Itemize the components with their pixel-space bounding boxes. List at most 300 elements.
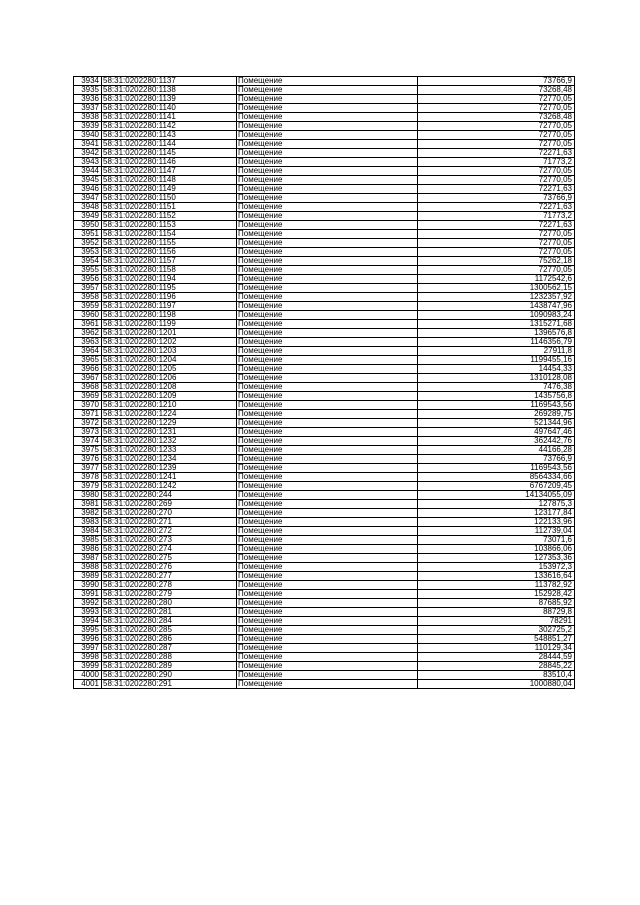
table-row (74, 248, 575, 257)
table-row (74, 113, 575, 122)
cadastral-number-cell: 58:31:0202280:1234 (102, 455, 237, 464)
cadastral-number-cell: 58:31:0202280:1202 (102, 338, 237, 347)
cadastral-number-cell: 58:31:0202280:244 (102, 491, 237, 500)
object-type-cell: Помещение (237, 662, 418, 671)
cadastral-value-cell: 28444,59 (418, 653, 575, 662)
row-number-cell: 3969 (74, 392, 102, 401)
object-type-cell: Помещение (237, 383, 418, 392)
cadastral-value-cell: 110129,34 (418, 644, 575, 653)
cadastral-number-cell: 58:31:0202280:1241 (102, 473, 237, 482)
table-row (74, 545, 575, 554)
cadastral-value-cell: 71773,2 (418, 212, 575, 221)
table-row (74, 356, 575, 365)
cadastral-number-cell: 58:31:0202280:1137 (102, 77, 237, 86)
table-row (74, 563, 575, 572)
cadastral-value-cell: 1435756,8 (418, 392, 575, 401)
object-type-cell: Помещение (237, 320, 418, 329)
cadastral-value-cell: 83510,4 (418, 671, 575, 680)
object-type-cell: Помещение (237, 275, 418, 284)
cadastral-value-cell: 6767209,45 (418, 482, 575, 491)
row-number-cell: 3984 (74, 527, 102, 536)
table-row (74, 131, 575, 140)
object-type-cell: Помещение (237, 329, 418, 338)
cadastral-number-cell: 58:31:0202280:287 (102, 644, 237, 653)
table-row (74, 554, 575, 563)
cadastral-value-cell: 1090983,24 (418, 311, 575, 320)
row-number-cell: 3937 (74, 104, 102, 113)
table-row (74, 662, 575, 671)
row-number-cell: 3975 (74, 446, 102, 455)
table-row (74, 599, 575, 608)
row-number-cell: 4000 (74, 671, 102, 680)
cadastral-value-cell: 28845,22 (418, 662, 575, 671)
object-type-cell: Помещение (237, 437, 418, 446)
row-number-cell: 3952 (74, 239, 102, 248)
cadastral-number-cell: 58:31:0202280:1204 (102, 356, 237, 365)
table-row (74, 419, 575, 428)
object-type-cell: Помещение (237, 284, 418, 293)
row-number-cell: 3949 (74, 212, 102, 221)
cadastral-number-cell: 58:31:0202280:1208 (102, 383, 237, 392)
table-row (74, 212, 575, 221)
row-number-cell: 3936 (74, 95, 102, 104)
table-row (74, 185, 575, 194)
table-row (74, 275, 575, 284)
table-row (74, 428, 575, 437)
cadastral-number-cell: 58:31:0202280:1151 (102, 203, 237, 212)
cadastral-value-cell: 1146356,79 (418, 338, 575, 347)
object-type-cell: Помещение (237, 473, 418, 482)
cadastral-value-cell: 72770,05 (418, 167, 575, 176)
cadastral-number-cell: 58:31:0202280:1233 (102, 446, 237, 455)
cadastral-number-cell: 58:31:0202280:271 (102, 518, 237, 527)
row-number-cell: 3968 (74, 383, 102, 392)
cadastral-number-cell: 58:31:0202280:1199 (102, 320, 237, 329)
object-type-cell: Помещение (237, 509, 418, 518)
cadastral-value-cell: 72770,05 (418, 122, 575, 131)
table-row (74, 374, 575, 383)
row-number-cell: 3993 (74, 608, 102, 617)
row-number-cell: 3954 (74, 257, 102, 266)
row-number-cell: 3966 (74, 365, 102, 374)
cadastral-value-cell: 133616,64 (418, 572, 575, 581)
row-number-cell: 3942 (74, 149, 102, 158)
table-row (74, 392, 575, 401)
cadastral-value-cell: 122133,96 (418, 518, 575, 527)
object-type-cell: Помещение (237, 230, 418, 239)
table-row (74, 536, 575, 545)
object-type-cell: Помещение (237, 482, 418, 491)
object-type-cell: Помещение (237, 680, 418, 689)
table-row (74, 329, 575, 338)
cadastral-number-cell: 58:31:0202280:1142 (102, 122, 237, 131)
cadastral-number-cell: 58:31:0202280:1205 (102, 365, 237, 374)
cadastral-number-cell: 58:31:0202280:1201 (102, 329, 237, 338)
cadastral-value-cell: 302725,2 (418, 626, 575, 635)
cadastral-number-cell: 58:31:0202280:1198 (102, 311, 237, 320)
table-row (74, 455, 575, 464)
cadastral-number-cell: 58:31:0202280:1158 (102, 266, 237, 275)
cadastral-number-cell: 58:31:0202280:1139 (102, 95, 237, 104)
object-type-cell: Помещение (237, 212, 418, 221)
object-type-cell: Помещение (237, 167, 418, 176)
row-number-cell: 3974 (74, 437, 102, 446)
cadastral-number-cell: 58:31:0202280:272 (102, 527, 237, 536)
object-type-cell: Помещение (237, 194, 418, 203)
object-type-cell: Помещение (237, 491, 418, 500)
object-type-cell: Помещение (237, 617, 418, 626)
row-number-cell: 3944 (74, 167, 102, 176)
row-number-cell: 3991 (74, 590, 102, 599)
object-type-cell: Помещение (237, 311, 418, 320)
object-type-cell: Помещение (237, 140, 418, 149)
cadastral-value-cell: 497647,46 (418, 428, 575, 437)
row-number-cell: 3956 (74, 275, 102, 284)
object-type-cell: Помещение (237, 113, 418, 122)
row-number-cell: 3997 (74, 644, 102, 653)
cadastral-value-cell: 72770,05 (418, 248, 575, 257)
cadastral-number-cell: 58:31:0202280:1157 (102, 257, 237, 266)
row-number-cell: 3938 (74, 113, 102, 122)
cadastral-number-cell: 58:31:0202280:275 (102, 554, 237, 563)
table-row (74, 284, 575, 293)
row-number-cell: 3934 (74, 77, 102, 86)
cadastral-value-cell: 362442,76 (418, 437, 575, 446)
cadastral-value-cell: 72770,05 (418, 131, 575, 140)
object-type-cell: Помещение (237, 500, 418, 509)
cadastral-value-cell: 1300562,15 (418, 284, 575, 293)
cadastral-value-cell: 1169543,56 (418, 401, 575, 410)
object-type-cell: Помещение (237, 599, 418, 608)
cadastral-value-cell: 7476,38 (418, 383, 575, 392)
cadastral-number-cell: 58:31:0202280:285 (102, 626, 237, 635)
cadastral-number-cell: 58:31:0202280:1197 (102, 302, 237, 311)
object-type-cell: Помещение (237, 185, 418, 194)
cadastral-number-cell: 58:31:0202280:288 (102, 653, 237, 662)
object-type-cell: Помещение (237, 104, 418, 113)
object-type-cell: Помещение (237, 527, 418, 536)
table-row (74, 581, 575, 590)
row-number-cell: 3953 (74, 248, 102, 257)
table-row (74, 473, 575, 482)
cadastral-number-cell: 58:31:0202280:279 (102, 590, 237, 599)
row-number-cell: 3998 (74, 653, 102, 662)
table-row (74, 257, 575, 266)
object-type-cell: Помещение (237, 131, 418, 140)
row-number-cell: 3960 (74, 311, 102, 320)
object-type-cell: Помещение (237, 203, 418, 212)
row-number-cell: 3945 (74, 176, 102, 185)
table-row (74, 590, 575, 599)
cadastral-value-cell: 1396576,8 (418, 329, 575, 338)
cadastral-value-table (73, 76, 575, 689)
cadastral-number-cell: 58:31:0202280:1146 (102, 158, 237, 167)
row-number-cell: 3964 (74, 347, 102, 356)
cadastral-value-cell: 152928,42 (418, 590, 575, 599)
cadastral-value-cell: 73766,9 (418, 77, 575, 86)
cadastral-value-cell: 1438747,96 (418, 302, 575, 311)
table-row (74, 140, 575, 149)
object-type-cell: Помещение (237, 257, 418, 266)
cadastral-value-cell: 27911,8 (418, 347, 575, 356)
cadastral-value-cell: 127875,3 (418, 500, 575, 509)
row-number-cell: 3961 (74, 320, 102, 329)
row-number-cell: 3939 (74, 122, 102, 131)
row-number-cell: 3970 (74, 401, 102, 410)
object-type-cell: Помещение (237, 464, 418, 473)
object-type-cell: Помещение (237, 653, 418, 662)
object-type-cell: Помещение (237, 626, 418, 635)
table-row (74, 527, 575, 536)
cadastral-number-cell: 58:31:0202280:1206 (102, 374, 237, 383)
table-row (74, 482, 575, 491)
object-type-cell: Помещение (237, 293, 418, 302)
row-number-cell: 3989 (74, 572, 102, 581)
cadastral-value-cell: 8564334,66 (418, 473, 575, 482)
row-number-cell: 3972 (74, 419, 102, 428)
cadastral-value-cell: 88729,8 (418, 608, 575, 617)
row-number-cell: 3940 (74, 131, 102, 140)
cadastral-number-cell: 58:31:0202280:1153 (102, 221, 237, 230)
cadastral-value-cell: 269289,75 (418, 410, 575, 419)
cadastral-value-cell: 14454,33 (418, 365, 575, 374)
cadastral-number-cell: 58:31:0202280:1148 (102, 176, 237, 185)
table-row (74, 320, 575, 329)
row-number-cell: 3941 (74, 140, 102, 149)
cadastral-value-cell: 72770,05 (418, 266, 575, 275)
row-number-cell: 3958 (74, 293, 102, 302)
cadastral-value-cell: 127353,36 (418, 554, 575, 563)
table-row (74, 104, 575, 113)
cadastral-value-cell: 1199455,16 (418, 356, 575, 365)
object-type-cell: Помещение (237, 446, 418, 455)
cadastral-number-cell: 58:31:0202280:1203 (102, 347, 237, 356)
row-number-cell: 3946 (74, 185, 102, 194)
table-row (74, 572, 575, 581)
row-number-cell: 3973 (74, 428, 102, 437)
cadastral-value-cell: 75262,18 (418, 257, 575, 266)
row-number-cell: 3992 (74, 599, 102, 608)
cadastral-number-cell: 58:31:0202280:290 (102, 671, 237, 680)
table-row (74, 653, 575, 662)
row-number-cell: 3976 (74, 455, 102, 464)
row-number-cell: 3943 (74, 158, 102, 167)
cadastral-number-cell: 58:31:0202280:278 (102, 581, 237, 590)
table-row (74, 608, 575, 617)
object-type-cell: Помещение (237, 239, 418, 248)
cadastral-number-cell: 58:31:0202280:1152 (102, 212, 237, 221)
cadastral-value-cell: 72770,05 (418, 176, 575, 185)
cadastral-number-cell: 58:31:0202280:280 (102, 599, 237, 608)
cadastral-number-cell: 58:31:0202280:274 (102, 545, 237, 554)
table-row (74, 617, 575, 626)
table-row (74, 77, 575, 86)
object-type-cell: Помещение (237, 518, 418, 527)
row-number-cell: 3996 (74, 635, 102, 644)
row-number-cell: 3957 (74, 284, 102, 293)
cadastral-value-cell: 72770,05 (418, 104, 575, 113)
object-type-cell: Помещение (237, 86, 418, 95)
table-row (74, 347, 575, 356)
row-number-cell: 3982 (74, 509, 102, 518)
cadastral-number-cell: 58:31:0202280:1224 (102, 410, 237, 419)
cadastral-value-cell: 73268,48 (418, 113, 575, 122)
object-type-cell: Помещение (237, 572, 418, 581)
cadastral-number-cell: 58:31:0202280:1209 (102, 392, 237, 401)
object-type-cell: Помещение (237, 374, 418, 383)
object-type-cell: Помещение (237, 95, 418, 104)
table-row (74, 671, 575, 680)
object-type-cell: Помещение (237, 149, 418, 158)
row-number-cell: 3965 (74, 356, 102, 365)
row-number-cell: 3986 (74, 545, 102, 554)
object-type-cell: Помещение (237, 554, 418, 563)
table-row (74, 680, 575, 689)
object-type-cell: Помещение (237, 302, 418, 311)
row-number-cell: 3962 (74, 329, 102, 338)
table-row (74, 464, 575, 473)
cadastral-value-cell: 112739,04 (418, 527, 575, 536)
object-type-cell: Помещение (237, 545, 418, 554)
cadastral-number-cell: 58:31:0202280:1141 (102, 113, 237, 122)
row-number-cell: 3999 (74, 662, 102, 671)
table-body (74, 77, 575, 689)
table-row (74, 383, 575, 392)
object-type-cell: Помещение (237, 221, 418, 230)
row-number-cell: 4001 (74, 680, 102, 689)
table-row (74, 194, 575, 203)
cadastral-number-cell: 58:31:0202280:1140 (102, 104, 237, 113)
table-row (74, 203, 575, 212)
row-number-cell: 3994 (74, 617, 102, 626)
cadastral-number-cell: 58:31:0202280:1156 (102, 248, 237, 257)
object-type-cell: Помещение (237, 590, 418, 599)
cadastral-value-cell: 72770,05 (418, 140, 575, 149)
cadastral-value-cell: 14134055,09 (418, 491, 575, 500)
cadastral-value-cell: 1232357,92 (418, 293, 575, 302)
cadastral-number-cell: 58:31:0202280:1138 (102, 86, 237, 95)
cadastral-value-cell: 44166,28 (418, 446, 575, 455)
row-number-cell: 3963 (74, 338, 102, 347)
row-number-cell: 3967 (74, 374, 102, 383)
object-type-cell: Помещение (237, 248, 418, 257)
row-number-cell: 3978 (74, 473, 102, 482)
cadastral-value-cell: 548851,27 (418, 635, 575, 644)
table-row (74, 626, 575, 635)
row-number-cell: 3979 (74, 482, 102, 491)
object-type-cell: Помещение (237, 581, 418, 590)
cadastral-number-cell: 58:31:0202280:277 (102, 572, 237, 581)
row-number-cell: 3947 (74, 194, 102, 203)
cadastral-value-cell: 103866,06 (418, 545, 575, 554)
row-number-cell: 3951 (74, 230, 102, 239)
row-number-cell: 3983 (74, 518, 102, 527)
object-type-cell: Помещение (237, 158, 418, 167)
table-row (74, 338, 575, 347)
object-type-cell: Помещение (237, 392, 418, 401)
row-number-cell: 3980 (74, 491, 102, 500)
table-row (74, 158, 575, 167)
cadastral-number-cell: 58:31:0202280:1196 (102, 293, 237, 302)
row-number-cell: 3971 (74, 410, 102, 419)
cadastral-number-cell: 58:31:0202280:291 (102, 680, 237, 689)
object-type-cell: Помещение (237, 608, 418, 617)
cadastral-value-cell: 72770,05 (418, 239, 575, 248)
table-row (74, 410, 575, 419)
cadastral-number-cell: 58:31:0202280:1195 (102, 284, 237, 293)
object-type-cell: Помещение (237, 122, 418, 131)
cadastral-value-cell: 72271,63 (418, 149, 575, 158)
table-row (74, 230, 575, 239)
cadastral-value-cell: 1172542,6 (418, 275, 575, 284)
cadastral-number-cell: 58:31:0202280:286 (102, 635, 237, 644)
row-number-cell: 3987 (74, 554, 102, 563)
cadastral-number-cell: 58:31:0202280:269 (102, 500, 237, 509)
table-row (74, 437, 575, 446)
cadastral-value-cell: 73268,48 (418, 86, 575, 95)
object-type-cell: Помещение (237, 455, 418, 464)
cadastral-value-cell: 71773,2 (418, 158, 575, 167)
object-type-cell: Помещение (237, 365, 418, 374)
row-number-cell: 3959 (74, 302, 102, 311)
cadastral-value-cell: 73766,9 (418, 455, 575, 464)
object-type-cell: Помещение (237, 410, 418, 419)
cadastral-number-cell: 58:31:0202280:284 (102, 617, 237, 626)
table-row (74, 311, 575, 320)
object-type-cell: Помещение (237, 176, 418, 185)
cadastral-value-cell: 78291 (418, 617, 575, 626)
table-row (74, 365, 575, 374)
cadastral-value-cell: 1000880,04 (418, 680, 575, 689)
object-type-cell: Помещение (237, 347, 418, 356)
object-type-cell: Помещение (237, 536, 418, 545)
cadastral-number-cell: 58:31:0202280:1194 (102, 275, 237, 284)
cadastral-value-cell: 1310128,08 (418, 374, 575, 383)
table-row (74, 95, 575, 104)
cadastral-number-cell: 58:31:0202280:1154 (102, 230, 237, 239)
cadastral-number-cell: 58:31:0202280:1242 (102, 482, 237, 491)
row-number-cell: 3988 (74, 563, 102, 572)
row-number-cell: 3981 (74, 500, 102, 509)
cadastral-number-cell: 58:31:0202280:1143 (102, 131, 237, 140)
table-row (74, 509, 575, 518)
cadastral-number-cell: 58:31:0202280:1147 (102, 167, 237, 176)
object-type-cell: Помещение (237, 338, 418, 347)
row-number-cell: 3985 (74, 536, 102, 545)
cadastral-value-cell: 113782,92 (418, 581, 575, 590)
cadastral-number-cell: 58:31:0202280:1149 (102, 185, 237, 194)
cadastral-value-cell: 72271,63 (418, 221, 575, 230)
object-type-cell: Помещение (237, 644, 418, 653)
table-row (74, 635, 575, 644)
cadastral-value-cell: 521344,96 (418, 419, 575, 428)
table-row (74, 401, 575, 410)
cadastral-number-cell: 58:31:0202280:1210 (102, 401, 237, 410)
cadastral-value-cell: 73766,9 (418, 194, 575, 203)
cadastral-number-cell: 58:31:0202280:270 (102, 509, 237, 518)
table-row (74, 446, 575, 455)
cadastral-number-cell: 58:31:0202280:1155 (102, 239, 237, 248)
table-row (74, 644, 575, 653)
cadastral-number-cell: 58:31:0202280:1231 (102, 428, 237, 437)
object-type-cell: Помещение (237, 563, 418, 572)
table-row (74, 167, 575, 176)
cadastral-value-cell: 1169543,56 (418, 464, 575, 473)
object-type-cell: Помещение (237, 356, 418, 365)
cadastral-number-cell: 58:31:0202280:1150 (102, 194, 237, 203)
cadastral-value-cell: 87685,92 (418, 599, 575, 608)
cadastral-number-cell: 58:31:0202280:289 (102, 662, 237, 671)
